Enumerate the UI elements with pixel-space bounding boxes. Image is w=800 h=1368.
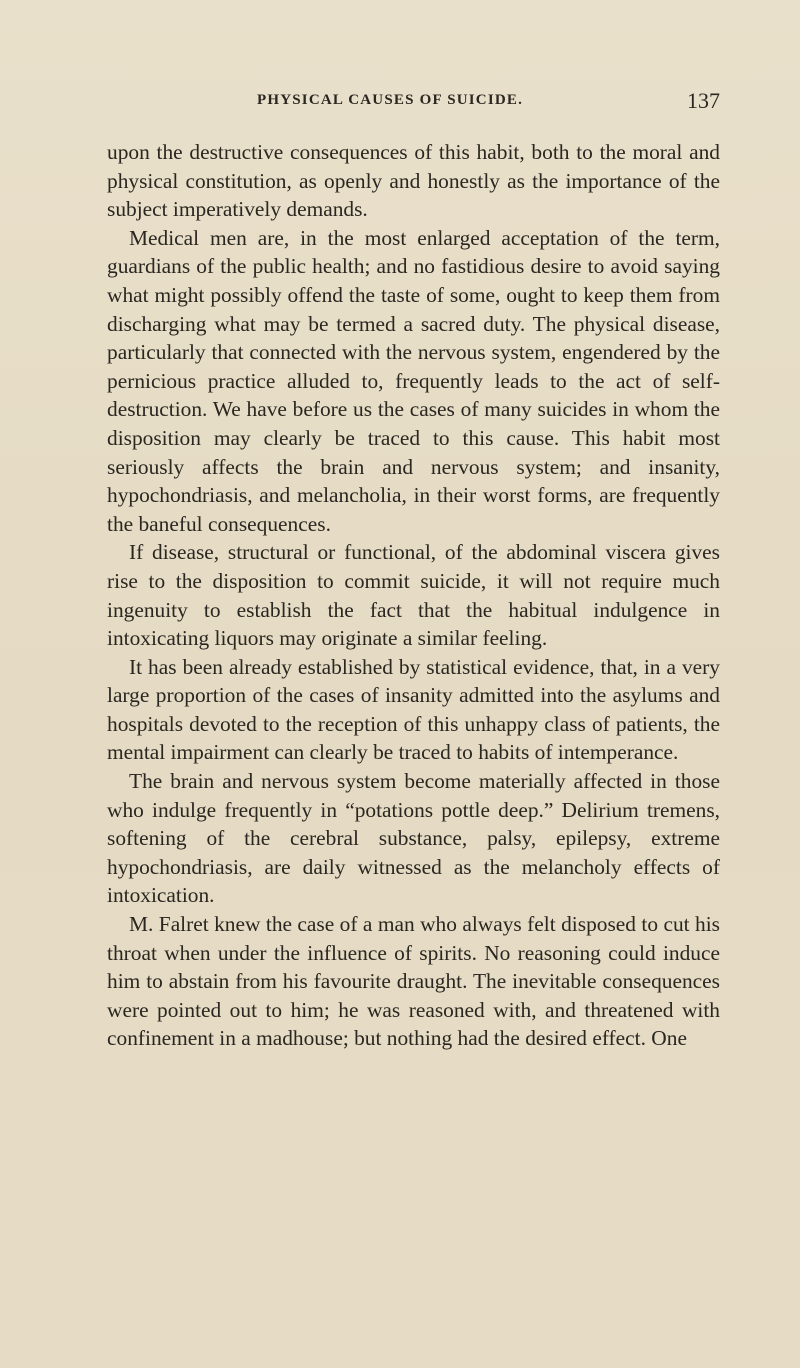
paragraph: M. Falret knew the case of a man who always felt disposed to cut his throat when under the influence of spirits. No reasoning could induce him to abstain from his favourite draught. The inevitable consequences were pointed out to him; he was reasoned with, and threatened with confinement in a madhouse; but nothing had the desired effect. One bbox=[107, 912, 720, 1051]
page-header bbox=[107, 88, 720, 114]
running-head: PHYSICAL CAUSES OF SUICIDE. bbox=[257, 92, 524, 108]
paragraph: upon the destructive consequences of this habit, both to the moral and physical constitution, as openly and honestly as the importance of the subject imperatively demands. bbox=[107, 140, 720, 222]
paragraph: If disease, structural or functional, of the abdominal viscera gives rise to the disposition to commit suicide, it will not require much ingenuity to establish the fact that the habitual indulgence in intoxicating liquors may originate a similar feeling. bbox=[107, 540, 720, 651]
body-text bbox=[107, 138, 720, 1053]
page-number: 137 bbox=[687, 88, 720, 113]
paragraph: Medical men are, in the most enlarged acceptation of the term, guardians of the public health; and no fastidious desire to avoid saying what might possibly offend the taste of some, ought to keep them from discharging what may be termed a sacred duty. The physical disease, particularly that connected with the nervous system, engendered by the pernicious practice alluded to, frequently leads to the act of self-destruction. We have before us the cases of many suicides in whom the disposition may clearly be traced to this cause. This habit most seriously affects the brain and nervous system; and insanity, hypochondriasis, and melancholia, in their worst forms, are frequently the baneful consequences. bbox=[107, 225, 720, 536]
paragraph: It has been already established by statistical evidence, that, in a very large proportion of the cases of insanity admitted into the asylums and hospitals devoted to the reception of this unhappy class of patients, the mental impairment can clearly be traced to habits of intemperance. bbox=[107, 654, 720, 765]
paragraph: The brain and nervous system become materially affected in those who indulge frequently in “potations pottle deep.” Delirium tremens, softening of the cerebral substance, palsy, epilepsy, extreme hypochondriasis, are daily witnessed as the melancholy effects of intoxication. bbox=[107, 769, 720, 908]
